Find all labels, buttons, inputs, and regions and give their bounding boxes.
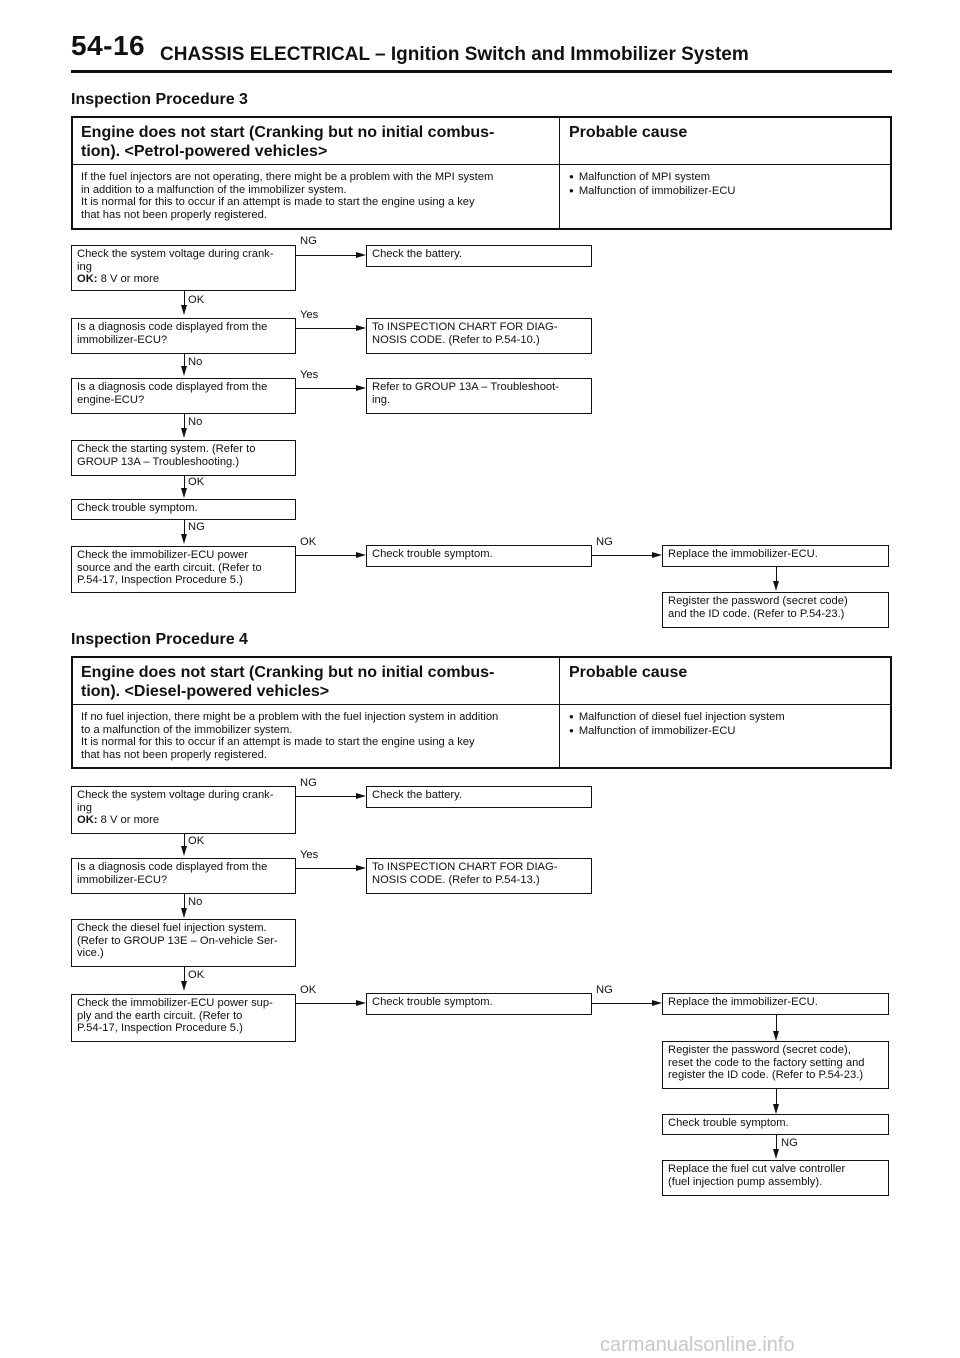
flow-step-replace-immo: Replace the immobilizer-ECU. (662, 545, 889, 567)
flow-step-diesel-injection (71, 919, 296, 967)
page-title: CHASSIS ELECTRICAL – Ignition Switch and Immobilizer System (160, 44, 749, 65)
connector (296, 555, 356, 556)
step-text: (Refer to GROUP 13E – On-vehicle Ser- (77, 934, 278, 947)
connector (184, 354, 185, 366)
flow-step-starting-system (71, 440, 296, 476)
arrow-down-icon (181, 846, 187, 856)
cause-list (569, 171, 736, 198)
desc-line: It is normal for this to occur if an attempt is made to start the engine using a key (81, 736, 475, 748)
desc-line: that has not been properly registered. (81, 748, 267, 761)
branch-label-ng: NG (188, 521, 205, 533)
branch-label-no: No (188, 356, 203, 368)
connector (296, 796, 356, 797)
arrow-right-icon (356, 385, 366, 391)
symptom-line: tion). <Diesel-powered vehicles> (81, 683, 330, 700)
flow-step-engine-code (71, 378, 296, 414)
connector (592, 1003, 652, 1004)
branch-label-ok: OK (188, 969, 205, 981)
branch-label-ok: OK (300, 984, 317, 996)
table-divider (559, 118, 560, 228)
flow-step-diag-chart (366, 318, 592, 354)
connector (296, 388, 356, 389)
flow-step-check-voltage (71, 245, 296, 291)
flow-step-trouble-symptom: Check trouble symptom. (366, 993, 592, 1015)
step-text: immobilizer-ECU? (77, 873, 168, 886)
cause-item: ● Malfunction of immobilizer-ECU (569, 185, 736, 199)
step-text: Check the system voltage during crank- (77, 248, 274, 260)
branch-label-ok: OK (300, 536, 317, 548)
connector (184, 414, 185, 428)
step-text: To INSPECTION CHART FOR DIAG- (372, 321, 558, 333)
branch-label-yes: Yes (300, 369, 319, 381)
watermark: carmanualsonline.info (600, 1334, 795, 1356)
branch-label-no: No (188, 896, 203, 908)
step-text: Register the password (secret code), (668, 1044, 851, 1056)
spec-label: OK: (77, 273, 98, 285)
step-text: NOSIS CODE. (Refer to P.54-10.) (372, 333, 540, 346)
desc-line: that has not been properly registered. (81, 208, 267, 221)
arrow-right-icon (356, 552, 366, 558)
branch-label-ng: NG (596, 536, 613, 548)
step-text: ing. (372, 393, 391, 406)
symptom-line: Engine does not start (Cranking but no initial combus- (81, 124, 495, 141)
branch-label-ng: NG (781, 1137, 798, 1149)
desc-line: If no fuel injection, there might be a problem with the fuel injection system in addition (81, 711, 499, 723)
arrow-down-icon (181, 366, 187, 376)
step-text: GROUP 13A – Troubleshooting.) (77, 455, 240, 468)
arrow-down-icon (181, 908, 187, 918)
symptom-title (81, 123, 494, 161)
cause-list (569, 711, 785, 738)
flow-step-trouble-symptom-2: Check trouble symptom. (366, 545, 592, 567)
branch-label-ok: OK (188, 294, 205, 306)
flow-step-diag-chart (366, 858, 592, 894)
arrow-down-icon (181, 488, 187, 498)
flow-step-replace-fuel-cut (662, 1160, 889, 1196)
connector (184, 291, 185, 305)
arrow-down-icon (773, 1149, 779, 1159)
cause-item: ● Malfunction of diesel fuel injection system (569, 711, 785, 725)
section-heading-proc4: Inspection Procedure 4 (71, 631, 248, 648)
probable-cause-header: Probable cause (569, 664, 688, 681)
connector (184, 834, 185, 846)
branch-label-ng: NG (300, 235, 317, 247)
branch-label-ng: NG (300, 777, 317, 789)
step-text: ing (77, 260, 92, 273)
connector (776, 1015, 777, 1031)
flow-step-check-battery: Check the battery. (366, 786, 592, 808)
step-text: Check the system voltage during crank- (77, 789, 274, 801)
desc-line: If the fuel injectors are not operating, there might be a problem with the MPI system (81, 171, 494, 183)
header-rule (71, 70, 892, 73)
arrow-down-icon (181, 428, 187, 438)
step-spec (77, 814, 290, 827)
flow-step-replace-immo: Replace the immobilizer-ECU. (662, 993, 889, 1015)
step-text: Check the immobilizer-ECU power sup- (77, 997, 273, 1009)
connector (776, 567, 777, 581)
symptom-title (81, 663, 494, 701)
flow-step-immo-power (71, 546, 296, 593)
flow-step-group13a (366, 378, 592, 414)
step-text: Check the immobilizer-ECU power (77, 549, 248, 561)
step-text: source and the earth circuit. (Refer to (77, 561, 262, 574)
branch-label-ok: OK (188, 476, 205, 488)
connector (296, 255, 356, 256)
flow-step-register-password (662, 592, 889, 628)
table-divider (559, 658, 560, 767)
branch-label-ng: NG (596, 984, 613, 996)
step-text: Is a diagnosis code displayed from the (77, 381, 268, 393)
step-text: immobilizer-ECU? (77, 333, 168, 346)
arrow-right-icon (356, 865, 366, 871)
symptom-table-proc3 (71, 116, 892, 230)
arrow-right-icon (652, 552, 662, 558)
arrow-down-icon (181, 305, 187, 315)
probable-cause-header: Probable cause (569, 124, 688, 141)
branch-label-ok: OK (188, 835, 205, 847)
arrow-down-icon (181, 981, 187, 991)
step-text: Is a diagnosis code displayed from the (77, 321, 268, 333)
step-text: Is a diagnosis code displayed from the (77, 861, 268, 873)
spec-value: 8 V or more (100, 273, 160, 285)
step-text: To INSPECTION CHART FOR DIAG- (372, 861, 558, 873)
step-text: P.54-17, Inspection Procedure 5.) (77, 1022, 243, 1034)
arrow-right-icon (356, 1000, 366, 1006)
flow-step-check-battery: Check the battery. (366, 245, 592, 267)
branch-label-no: No (188, 416, 203, 428)
symptom-line: tion). <Petrol-powered vehicles> (81, 143, 328, 160)
arrow-right-icon (652, 1000, 662, 1006)
flow-step-register-password (662, 1041, 889, 1089)
symptom-description (81, 171, 493, 221)
symptom-table-proc4 (71, 656, 892, 769)
connector (776, 1135, 777, 1149)
step-text: Register the password (secret code) (668, 595, 848, 607)
step-text: ing (77, 801, 92, 814)
step-text: ply and the earth circuit. (Refer to (77, 1009, 243, 1022)
arrow-down-icon (773, 1104, 779, 1114)
connector (296, 1003, 356, 1004)
desc-line: It is normal for this to occur if an attempt is made to start the engine using a key (81, 196, 475, 208)
arrow-down-icon (773, 581, 779, 591)
flow-step-immo-code (71, 318, 296, 354)
step-spec (77, 273, 290, 286)
flow-step-check-voltage (71, 786, 296, 834)
arrow-right-icon (356, 252, 366, 258)
section-heading-proc3: Inspection Procedure 3 (71, 91, 248, 108)
step-text: vice.) (77, 947, 104, 959)
connector (184, 520, 185, 534)
arrow-right-icon (356, 793, 366, 799)
flow-step-trouble-symptom-2: Check trouble symptom. (662, 1114, 889, 1135)
cause-item: ● Malfunction of immobilizer-ECU (569, 725, 785, 739)
step-text: Refer to GROUP 13A – Troubleshoot- (372, 381, 559, 393)
connector (296, 868, 356, 869)
connector (184, 476, 185, 488)
branch-label-yes: Yes (300, 849, 319, 861)
step-text: P.54-17, Inspection Procedure 5.) (77, 574, 243, 586)
step-text: engine-ECU? (77, 393, 145, 406)
desc-line: in addition to a malfunction of the immobilizer system. (81, 183, 347, 196)
page-number: 54-16 (71, 30, 146, 61)
connector (592, 555, 652, 556)
step-text: reset the code to the factory setting and (668, 1056, 865, 1069)
step-text: Check the starting system. (Refer to (77, 443, 256, 455)
spec-label: OK: (77, 814, 98, 826)
flow-step-immo-power (71, 994, 296, 1042)
connector (296, 328, 356, 329)
connector (776, 1089, 777, 1104)
arrow-right-icon (356, 325, 366, 331)
flow-step-trouble-symptom: Check trouble symptom. (71, 499, 296, 520)
branch-label-yes: Yes (300, 309, 319, 321)
step-text: register the ID code. (Refer to P.54-23.) (668, 1069, 864, 1081)
symptom-line: Engine does not start (Cranking but no initial combus- (81, 664, 495, 681)
step-text: Replace the fuel cut valve controller (668, 1163, 846, 1175)
step-text: NOSIS CODE. (Refer to P.54-13.) (372, 873, 540, 886)
desc-line: to a malfunction of the immobilizer system. (81, 723, 293, 736)
spec-value: 8 V or more (100, 814, 160, 826)
connector (184, 894, 185, 908)
connector (184, 967, 185, 981)
arrow-down-icon (181, 534, 187, 544)
step-text: and the ID code. (Refer to P.54-23.) (668, 607, 845, 620)
symptom-description (81, 711, 498, 761)
step-text: Check the diesel fuel injection system. (77, 922, 267, 934)
step-text: (fuel injection pump assembly). (668, 1175, 823, 1188)
cause-item: ● Malfunction of MPI system (569, 171, 736, 185)
flow-step-immo-code (71, 858, 296, 894)
arrow-down-icon (773, 1031, 779, 1041)
